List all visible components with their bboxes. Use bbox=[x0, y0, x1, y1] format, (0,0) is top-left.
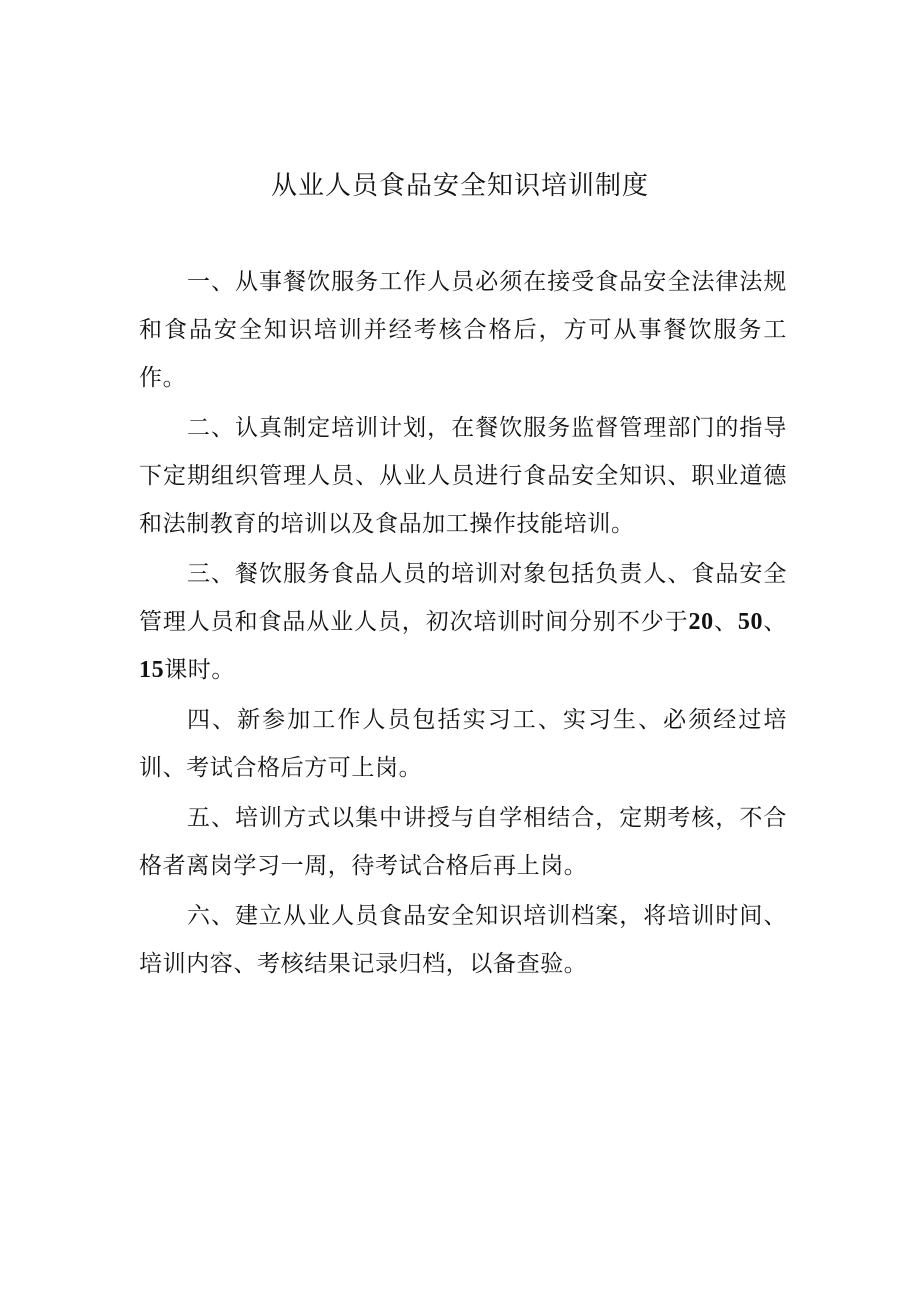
paragraph-4: 四、新参加工作人员包括实习工、实习生、必须经过培训、考试合格后方可上岗。 bbox=[139, 707, 787, 781]
separator: 、 bbox=[713, 609, 738, 635]
paragraph-3-text-before: 三、餐饮服务食品人员的培训对象包括负责人、食品安全管理人员和食品从业人员，初次培训时间分别不少于 bbox=[139, 561, 787, 635]
document-title: 从业人员食品安全知识培训制度 bbox=[270, 171, 649, 201]
paragraph-1: 一、从事餐饮服务工作人员必须在接受食品安全法律法规和食品安全知识培训并经考核合格后，方可从事餐饮服务工作。 bbox=[139, 269, 787, 391]
training-hours-safety-manager: 50 bbox=[737, 609, 764, 635]
training-hours-staff: 15 bbox=[139, 657, 165, 683]
paragraph-3 bbox=[139, 550, 787, 694]
separator: 、 bbox=[763, 609, 787, 635]
paragraph-3-text-after: 课时。 bbox=[164, 657, 236, 683]
training-hours-manager: 20 bbox=[688, 609, 714, 635]
document-body bbox=[139, 258, 787, 990]
paragraph-5: 五、培训方式以集中讲授与自学相结合，定期考核，不合格者离岗学习一周，待考试合格后再上岗。 bbox=[139, 805, 787, 879]
paragraph-2: 二、认真制定培训计划，在餐饮服务监督管理部门的指导下定期组织管理人员、从业人员进行食品安全知识、职业道德和法制教育的培训以及食品加工操作技能培训。 bbox=[139, 415, 787, 537]
paragraph-6: 六、建立从业人员食品安全知识培训档案，将培训时间、培训内容、考核结果记录归档，以备查验。 bbox=[139, 903, 787, 977]
